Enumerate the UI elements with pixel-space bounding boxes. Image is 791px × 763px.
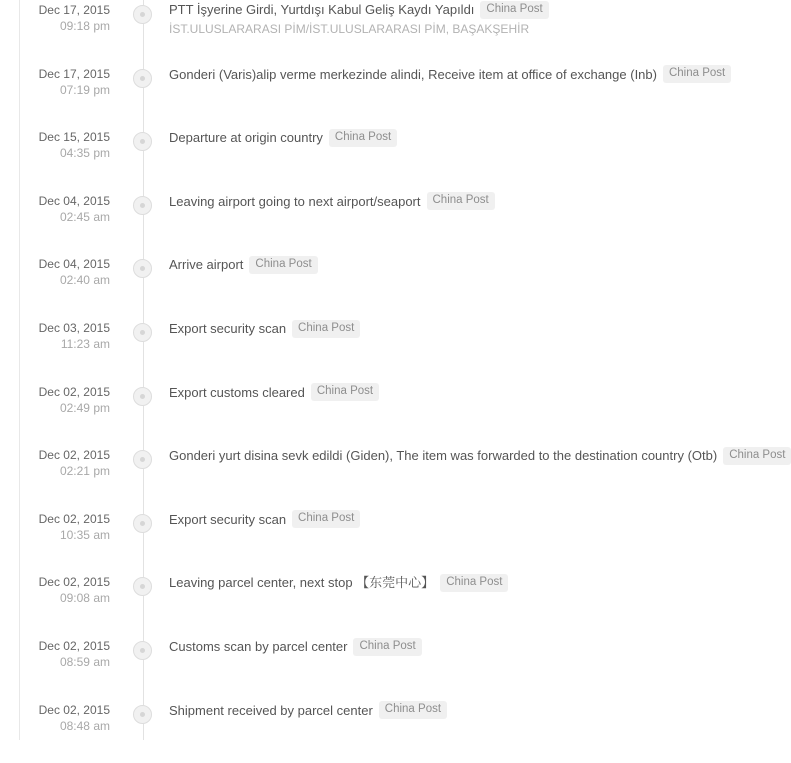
list-item[interactable] bbox=[0, 572, 738, 636]
event-time: 11:23 am bbox=[60, 336, 110, 351]
event-body bbox=[169, 191, 730, 211]
event-body bbox=[169, 0, 730, 37]
status-badge: China Post bbox=[663, 65, 731, 83]
event-time: 08:59 am bbox=[59, 654, 110, 669]
event-description: Gonderi yurt disina sevk edildi (Giden), The item was forwarded to the destination country (Otb) bbox=[169, 448, 718, 464]
event-time: 09:08 am bbox=[59, 591, 110, 606]
event-body bbox=[169, 572, 730, 592]
event-time: 07:19 pm bbox=[59, 82, 110, 97]
event-description: Export customs cleared bbox=[169, 384, 305, 400]
status-badge: China Post bbox=[480, 1, 548, 19]
event-description: Customs scan by parcel center bbox=[169, 639, 348, 654]
event-time: 04:35 pm bbox=[59, 146, 110, 161]
event-date: Dec 02, 2015 bbox=[38, 638, 110, 653]
status-badge: China Post bbox=[311, 383, 379, 401]
event-line bbox=[169, 318, 730, 338]
status-badge: China Post bbox=[249, 256, 317, 274]
timeline-dot-icon bbox=[133, 641, 152, 660]
event-body bbox=[169, 254, 730, 274]
timeline-dot-icon bbox=[133, 323, 152, 342]
event-description: Departure at origin country bbox=[169, 130, 323, 146]
status-badge: China Post bbox=[427, 192, 495, 210]
event-line bbox=[169, 445, 786, 465]
event-time: 02:49 pm bbox=[59, 400, 110, 415]
event-line bbox=[169, 0, 730, 19]
event-date: Dec 02, 2015 bbox=[38, 702, 110, 717]
list-item[interactable] bbox=[0, 382, 738, 446]
timeline-dot-icon bbox=[133, 387, 152, 406]
event-line bbox=[169, 700, 730, 720]
list-item[interactable] bbox=[0, 700, 738, 763]
event-date: Dec 03, 2015 bbox=[38, 320, 110, 335]
event-line bbox=[169, 382, 730, 402]
list-item[interactable] bbox=[0, 445, 786, 509]
event-body bbox=[169, 127, 730, 147]
event-line bbox=[169, 636, 730, 656]
event-description: PTT İşyerine Girdi, Yurtdışı Kabul Geliş Kaydı Yapıldı bbox=[169, 2, 475, 18]
timeline-dot-icon bbox=[133, 705, 152, 724]
list-item[interactable] bbox=[0, 127, 738, 191]
event-time: 02:40 am bbox=[59, 273, 110, 288]
status-badge: China Post bbox=[292, 320, 360, 338]
list-item[interactable] bbox=[0, 254, 738, 318]
event-body bbox=[169, 382, 730, 402]
status-badge: China Post bbox=[723, 447, 791, 465]
status-badge: China Post bbox=[292, 510, 360, 528]
timeline-dot-icon bbox=[133, 577, 152, 596]
event-line bbox=[169, 191, 730, 211]
list-item[interactable] bbox=[0, 636, 738, 700]
event-date: Dec 02, 2015 bbox=[38, 448, 110, 463]
event-description: Leaving airport going to next airport/seaport bbox=[169, 193, 421, 209]
event-line bbox=[169, 509, 730, 529]
event-body bbox=[169, 318, 730, 338]
event-body bbox=[169, 64, 730, 84]
timeline-dot-icon bbox=[133, 196, 152, 215]
event-description: Gonderi (Varis)alip verme merkezinde alindi, Receive item at office of exchange (Inb) bbox=[169, 66, 657, 82]
list-item[interactable] bbox=[0, 318, 738, 382]
timeline-dot-icon bbox=[133, 5, 152, 24]
event-date: Dec 17, 2015 bbox=[38, 3, 110, 17]
list-item[interactable] bbox=[0, 509, 738, 573]
timeline-dot-icon bbox=[133, 259, 152, 278]
event-date: Dec 02, 2015 bbox=[38, 384, 110, 399]
event-description: Arrive airport bbox=[169, 257, 244, 273]
status-badge: China Post bbox=[440, 574, 508, 592]
event-date: Dec 17, 2015 bbox=[38, 66, 110, 81]
event-line bbox=[169, 64, 730, 84]
event-body bbox=[169, 700, 730, 720]
timeline-dot-icon bbox=[133, 450, 152, 469]
event-line bbox=[169, 254, 730, 274]
event-description: Export security scan bbox=[169, 321, 287, 337]
event-date: Dec 02, 2015 bbox=[38, 575, 110, 590]
event-time: 10:35 am bbox=[59, 527, 110, 542]
event-body bbox=[169, 445, 786, 465]
event-description: Export security scan bbox=[169, 511, 287, 527]
status-badge: China Post bbox=[353, 638, 421, 656]
event-description: Shipment received by parcel center bbox=[169, 702, 373, 718]
event-detail: İST.ULUSLARARASI PİM/İST.ULUSLARARASI PİM, BAŞAKŞEHİR bbox=[169, 21, 530, 36]
event-date: Dec 02, 2015 bbox=[38, 511, 110, 526]
event-time: 08:48 am bbox=[59, 718, 110, 733]
list-item[interactable] bbox=[0, 191, 738, 255]
timeline-dot-icon bbox=[133, 69, 152, 88]
event-time: 09:18 pm bbox=[59, 19, 110, 33]
event-date: Dec 04, 2015 bbox=[38, 257, 110, 272]
timeline-dot-icon bbox=[133, 514, 152, 533]
list-item[interactable] bbox=[0, 0, 738, 64]
event-date: Dec 15, 2015 bbox=[38, 130, 110, 145]
list-item[interactable] bbox=[0, 64, 738, 128]
event-time: 02:45 am bbox=[59, 209, 110, 224]
status-badge: China Post bbox=[379, 701, 447, 719]
event-line bbox=[169, 127, 730, 147]
event-line bbox=[169, 572, 730, 592]
event-body bbox=[169, 636, 730, 656]
event-description: Leaving parcel center, next stop 【东莞中心】 bbox=[169, 575, 435, 591]
event-date: Dec 04, 2015 bbox=[38, 193, 110, 208]
event-body bbox=[169, 509, 730, 529]
event-time: 02:21 pm bbox=[59, 464, 110, 479]
status-badge: China Post bbox=[329, 129, 397, 147]
timeline-dot-icon bbox=[133, 132, 152, 151]
